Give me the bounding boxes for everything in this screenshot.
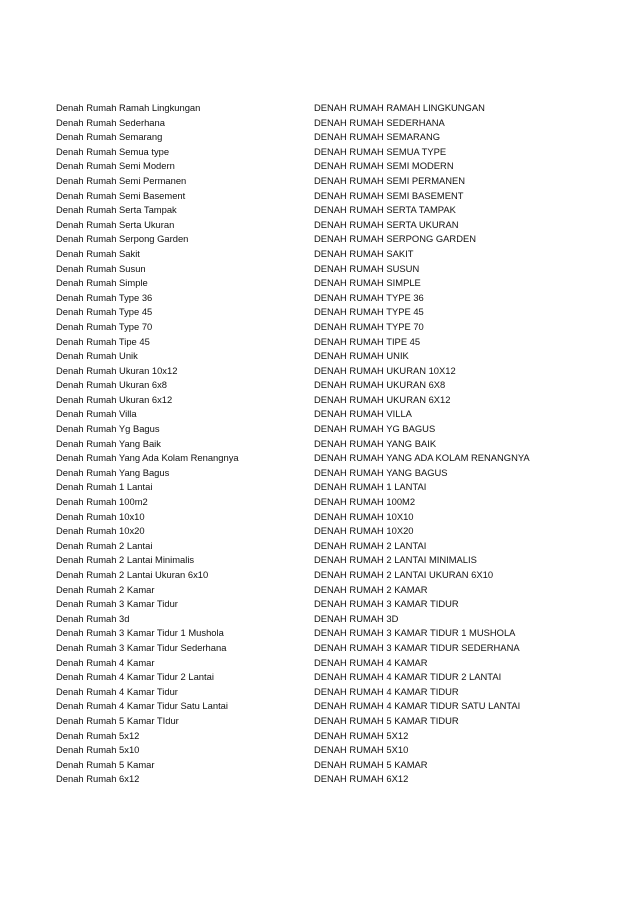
list-row <box>56 189 576 204</box>
keyword-mixed-case: Denah Rumah Ukuran 10x12 <box>56 364 178 376</box>
keyword-upper-case: DENAH RUMAH 4 KAMAR TIDUR 2 LANTAI <box>314 671 502 683</box>
keyword-mixed-case: Denah Rumah 5x10 <box>56 744 140 756</box>
keyword-upper-case: DENAH RUMAH SIMPLE <box>314 277 421 289</box>
keyword-mixed-case: Denah Rumah Ukuran 6x12 <box>56 393 173 405</box>
keyword-list <box>56 101 576 787</box>
keyword-mixed-case: Denah Rumah Serta Tampak <box>56 204 177 216</box>
list-row <box>56 729 576 744</box>
keyword-mixed-case: Denah Rumah 3 Kamar Tidur Sederhana <box>56 641 227 653</box>
keyword-mixed-case: Denah Rumah 5 Kamar <box>56 758 155 770</box>
keyword-mixed-case: Denah Rumah Tipe 45 <box>56 335 150 347</box>
keyword-mixed-case: Denah Rumah 4 Kamar Tidur <box>56 685 178 697</box>
keyword-mixed-case: Denah Rumah 3d <box>56 612 130 624</box>
list-row <box>56 583 576 598</box>
list-row <box>56 714 576 729</box>
keyword-mixed-case: Denah Rumah 4 Kamar <box>56 656 155 668</box>
keyword-mixed-case: Denah Rumah Semarang <box>56 131 163 143</box>
keyword-upper-case: DENAH RUMAH 3 KAMAR TIDUR <box>314 598 459 610</box>
keyword-upper-case: DENAH RUMAH 5 KAMAR TIDUR <box>314 714 459 726</box>
keyword-mixed-case: Denah Rumah 6x12 <box>56 773 140 785</box>
list-row <box>56 291 576 306</box>
keyword-mixed-case: Denah Rumah Susun <box>56 262 146 274</box>
keyword-mixed-case: Denah Rumah 100m2 <box>56 496 148 508</box>
list-row <box>56 480 576 495</box>
keyword-mixed-case: Denah Rumah Type 36 <box>56 291 153 303</box>
keyword-mixed-case: Denah Rumah Ukuran 6x8 <box>56 379 167 391</box>
keyword-mixed-case: Denah Rumah 10x20 <box>56 525 145 537</box>
list-row <box>56 174 576 189</box>
list-row <box>56 349 576 364</box>
keyword-upper-case: DENAH RUMAH UKURAN 6X12 <box>314 393 451 405</box>
keyword-mixed-case: Denah Rumah 2 Lantai <box>56 539 153 551</box>
list-row <box>56 553 576 568</box>
keyword-mixed-case: Denah Rumah Sederhana <box>56 116 165 128</box>
list-row <box>56 159 576 174</box>
keyword-upper-case: DENAH RUMAH SERPONG GARDEN <box>314 233 476 245</box>
keyword-upper-case: DENAH RUMAH 6X12 <box>314 773 409 785</box>
keyword-mixed-case: Denah Rumah 2 Lantai Ukuran 6x10 <box>56 569 209 580</box>
keyword-upper-case: DENAH RUMAH SEDERHANA <box>314 116 445 128</box>
keyword-mixed-case: Denah Rumah Ramah Lingkungan <box>56 102 201 113</box>
keyword-mixed-case: Denah Rumah Serta Ukuran <box>56 218 175 230</box>
keyword-upper-case: DENAH RUMAH 5X10 <box>314 744 409 756</box>
keyword-mixed-case: Denah Rumah Yang Baik <box>56 437 161 449</box>
keyword-upper-case: DENAH RUMAH TYPE 45 <box>314 306 424 318</box>
keyword-mixed-case: Denah Rumah Villa <box>56 408 137 420</box>
keyword-upper-case: DENAH RUMAH 4 KAMAR <box>314 656 428 668</box>
list-row <box>56 510 576 525</box>
list-row <box>56 539 576 554</box>
keyword-mixed-case: Denah Rumah 3 Kamar Tidur <box>56 598 178 610</box>
list-row <box>56 699 576 714</box>
list-row <box>56 232 576 247</box>
list-row <box>56 262 576 277</box>
keyword-upper-case: DENAH RUMAH TYPE 70 <box>314 320 424 332</box>
list-row <box>56 524 576 539</box>
keyword-upper-case: DENAH RUMAH YANG BAGUS <box>314 466 448 478</box>
keyword-mixed-case: Denah Rumah 2 Lantai Minimalis <box>56 554 195 566</box>
keyword-upper-case: DENAH RUMAH 3D <box>314 612 399 624</box>
keyword-upper-case: DENAH RUMAH YANG ADA KOLAM RENANGNYA <box>314 452 530 464</box>
keyword-upper-case: DENAH RUMAH 10X10 <box>314 510 414 522</box>
list-row <box>56 101 576 116</box>
keyword-upper-case: DENAH RUMAH 2 KAMAR <box>314 583 428 595</box>
keyword-upper-case: DENAH RUMAH 10X20 <box>314 525 414 537</box>
keyword-upper-case: DENAH RUMAH 2 LANTAI MINIMALIS <box>314 554 477 566</box>
keyword-mixed-case: Denah Rumah Semi Permanen <box>56 174 187 186</box>
keyword-mixed-case: Denah Rumah 4 Kamar Tidur Satu Lantai <box>56 700 228 712</box>
keyword-upper-case: DENAH RUMAH 3 KAMAR TIDUR SEDERHANA <box>314 641 520 653</box>
keyword-upper-case: DENAH RUMAH RAMAH LINGKUNGAN <box>314 102 485 113</box>
list-row <box>56 305 576 320</box>
keyword-upper-case: DENAH RUMAH SEMUA TYPE <box>314 145 447 157</box>
keyword-mixed-case: Denah Rumah Yang Ada Kolam Renangnya <box>56 452 239 464</box>
list-row <box>56 407 576 422</box>
list-row <box>56 364 576 379</box>
keyword-mixed-case: Denah Rumah Yg Bagus <box>56 423 160 435</box>
keyword-mixed-case: Denah Rumah Unik <box>56 350 138 362</box>
list-row <box>56 612 576 627</box>
keyword-mixed-case: Denah Rumah 10x10 <box>56 510 145 522</box>
list-row <box>56 685 576 700</box>
list-row <box>56 145 576 160</box>
keyword-upper-case: DENAH RUMAH SAKIT <box>314 247 414 259</box>
list-row <box>56 218 576 233</box>
list-row <box>56 247 576 262</box>
keyword-upper-case: DENAH RUMAH 5X12 <box>314 729 409 741</box>
list-row <box>56 378 576 393</box>
keyword-upper-case: DENAH RUMAH VILLA <box>314 408 412 420</box>
list-row <box>56 656 576 671</box>
list-row <box>56 276 576 291</box>
list-row <box>56 743 576 758</box>
keyword-mixed-case: Denah Rumah 2 Kamar <box>56 583 155 595</box>
keyword-mixed-case: Denah Rumah Yang Bagus <box>56 466 170 478</box>
list-row <box>56 772 576 787</box>
list-row <box>56 495 576 510</box>
keyword-mixed-case: Denah Rumah Semi Basement <box>56 189 186 201</box>
keyword-upper-case: DENAH RUMAH UKURAN 10X12 <box>314 364 456 376</box>
list-row <box>56 320 576 335</box>
keyword-mixed-case: Denah Rumah Simple <box>56 277 148 289</box>
keyword-upper-case: DENAH RUMAH SERTA TAMPAK <box>314 204 456 216</box>
keyword-mixed-case: Denah Rumah Semua type <box>56 145 170 157</box>
keyword-mixed-case: Denah Rumah Semi Modern <box>56 160 175 172</box>
keyword-upper-case: DENAH RUMAH SUSUN <box>314 262 420 274</box>
list-row <box>56 451 576 466</box>
keyword-upper-case: DENAH RUMAH SEMI BASEMENT <box>314 189 464 201</box>
keyword-mixed-case: Denah Rumah 5 Kamar TIdur <box>56 714 179 726</box>
list-row <box>56 626 576 641</box>
keyword-upper-case: DENAH RUMAH SEMI MODERN <box>314 160 454 172</box>
keyword-upper-case: DENAH RUMAH TIPE 45 <box>314 335 421 347</box>
keyword-mixed-case: Denah Rumah 3 Kamar Tidur 1 Mushola <box>56 627 224 639</box>
list-row <box>56 466 576 481</box>
keyword-mixed-case: Denah Rumah Sakit <box>56 247 140 259</box>
keyword-upper-case: DENAH RUMAH 1 LANTAI <box>314 481 427 493</box>
list-row <box>56 597 576 612</box>
keyword-upper-case: DENAH RUMAH YANG BAIK <box>314 437 437 449</box>
keyword-mixed-case: Denah Rumah Type 70 <box>56 320 153 332</box>
keyword-upper-case: DENAH RUMAH 100M2 <box>314 496 416 508</box>
keyword-mixed-case: Denah Rumah 4 Kamar Tidur 2 Lantai <box>56 671 214 683</box>
list-row <box>56 641 576 656</box>
list-row <box>56 437 576 452</box>
keyword-upper-case: DENAH RUMAH 2 LANTAI <box>314 539 427 551</box>
keyword-mixed-case: Denah Rumah 5x12 <box>56 729 140 741</box>
list-row <box>56 203 576 218</box>
keyword-upper-case: DENAH RUMAH 5 KAMAR <box>314 758 428 770</box>
keyword-upper-case: DENAH RUMAH 3 KAMAR TIDUR 1 MUSHOLA <box>314 627 516 639</box>
keyword-upper-case: DENAH RUMAH SERTA UKURAN <box>314 218 459 230</box>
list-row <box>56 393 576 408</box>
keyword-upper-case: DENAH RUMAH UNIK <box>314 350 409 362</box>
keyword-mixed-case: Denah Rumah Serpong Garden <box>56 233 189 245</box>
list-row <box>56 335 576 350</box>
keyword-upper-case: DENAH RUMAH TYPE 36 <box>314 291 424 303</box>
list-row <box>56 670 576 685</box>
keyword-mixed-case: Denah Rumah 1 Lantai <box>56 481 153 493</box>
keyword-upper-case: DENAH RUMAH YG BAGUS <box>314 423 436 435</box>
list-row <box>56 568 576 583</box>
keyword-upper-case: DENAH RUMAH UKURAN 6X8 <box>314 379 446 391</box>
list-row <box>56 758 576 773</box>
keyword-upper-case: DENAH RUMAH 4 KAMAR TIDUR SATU LANTAI <box>314 700 521 712</box>
keyword-upper-case: DENAH RUMAH 2 LANTAI UKURAN 6X10 <box>314 569 494 580</box>
keyword-upper-case: DENAH RUMAH 4 KAMAR TIDUR <box>314 685 459 697</box>
list-row <box>56 130 576 145</box>
list-row <box>56 422 576 437</box>
list-row <box>56 116 576 131</box>
keyword-upper-case: DENAH RUMAH SEMARANG <box>314 131 441 143</box>
keyword-upper-case: DENAH RUMAH SEMI PERMANEN <box>314 174 466 186</box>
keyword-mixed-case: Denah Rumah Type 45 <box>56 306 153 318</box>
